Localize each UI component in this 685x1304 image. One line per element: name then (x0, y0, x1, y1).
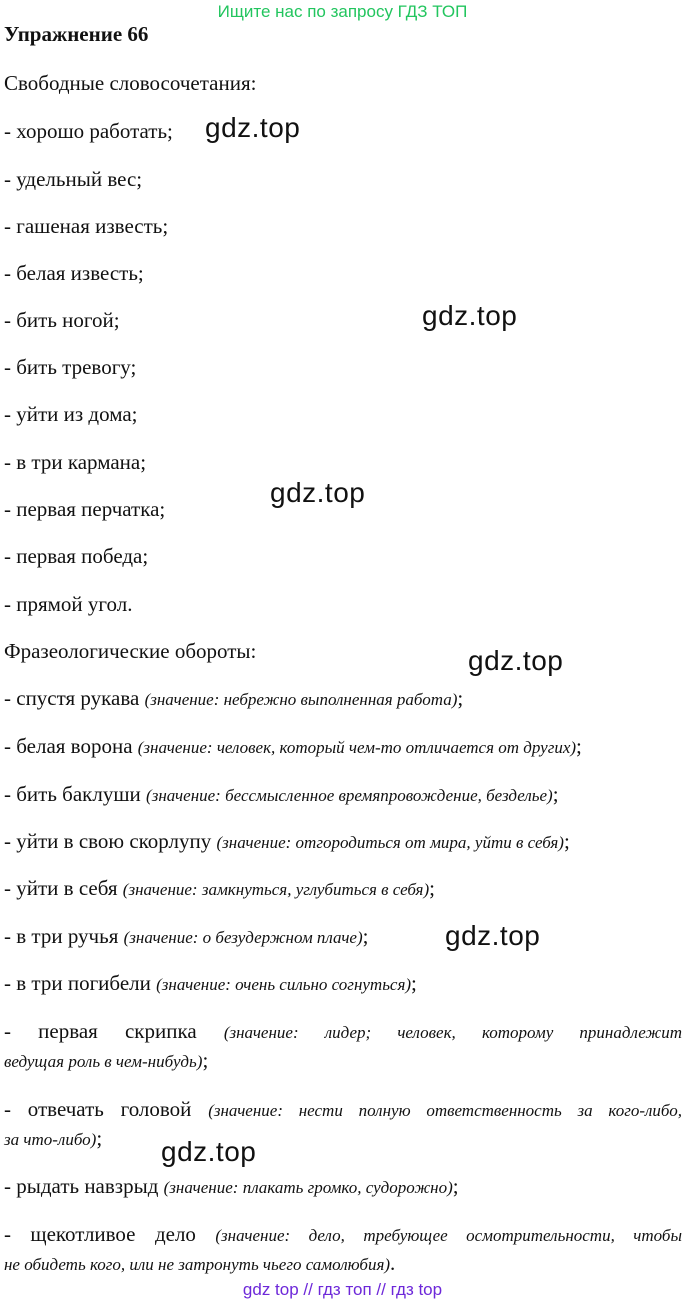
phrase-text: - первая скрипка (4, 1019, 224, 1043)
exercise-title: Упражнение 66 (4, 22, 149, 46)
phrase-end: ; (552, 782, 559, 806)
watermark: gdz.top (422, 300, 518, 331)
phrase-item (4, 1095, 682, 1125)
phrase-item-continuation (4, 1249, 395, 1279)
phrase-item (4, 1220, 682, 1250)
phraseological-heading: Фразеологические обороты: (4, 639, 257, 663)
phrase-meaning: (значение: нести полную ответственность за кого-либо, (208, 1101, 682, 1120)
phrase-item (4, 922, 368, 952)
phrase-end: ; (202, 1048, 209, 1072)
free-item: - первая победа; (4, 544, 149, 568)
phrase-item (4, 827, 570, 857)
phrase-item (4, 732, 582, 762)
phrase-meaning: (значение: очень сильно согнуться) (156, 975, 412, 994)
phrase-meaning: (значение: небрежно выполненная работа) (144, 690, 458, 709)
phrase-text: - щекотливое дело (4, 1222, 216, 1246)
phrase-end: ; (563, 829, 570, 853)
phrase-text: - в три погибели (4, 971, 157, 995)
phrase-text: - рыдать навзрыд (4, 1174, 164, 1198)
phrase-meaning: (значение: о безудержном плаче) (123, 928, 363, 947)
free-item: - бить ногой; (4, 308, 120, 332)
phrase-text: - белая ворона (4, 734, 138, 758)
phrase-item (4, 1017, 682, 1047)
free-item: - в три кармана; (4, 450, 147, 474)
watermark: gdz.top (161, 1136, 257, 1167)
free-item: - первая перчатка; (4, 497, 166, 521)
free-item: - белая известь; (4, 261, 144, 285)
watermark: gdz.top (468, 645, 564, 676)
phrase-meaning: (значение: человек, который чем-то отличается от других) (137, 738, 577, 757)
phrase-item (4, 1172, 459, 1202)
phrase-item (4, 780, 559, 810)
free-item: - удельный вес; (4, 167, 143, 191)
watermark: gdz.top (445, 920, 541, 951)
phrase-item (4, 684, 463, 714)
phrase-end: ; (576, 734, 582, 758)
free-item: - прямой угол. (4, 592, 133, 616)
phrase-item (4, 969, 417, 999)
phrase-text: - уйти в свою скорлупу (4, 829, 217, 853)
phrase-item-continuation (4, 1046, 208, 1076)
phrase-end: ; (452, 1174, 459, 1198)
phrase-meaning: (значение: плакать громко, судорожно) (163, 1178, 453, 1197)
free-item: - уйти из дома; (4, 402, 138, 426)
phrase-text: - спустя рукава (4, 686, 145, 710)
phrase-meaning: (значение: лидер; человек, которому принадлежит (223, 1023, 682, 1042)
phrase-item (4, 874, 435, 904)
phrase-text: - отвечать головой (4, 1097, 209, 1121)
phrase-end: . (390, 1251, 396, 1275)
free-combinations-heading: Свободные словосочетания: (4, 71, 257, 95)
phrase-meaning: ведущая роль в чем-нибудь) (4, 1052, 203, 1071)
phrase-text: - в три ручья (4, 924, 124, 948)
phrase-meaning: (значение: замкнуться, углубиться в себя) (122, 880, 430, 899)
phrase-meaning: (значение: дело, требующее осмотрительности, чтобы (215, 1226, 682, 1245)
top-banner: Ищите нас по запросу ГДЗ ТОП (217, 2, 468, 21)
free-item: - гашеная известь; (4, 214, 169, 238)
watermark: gdz.top (270, 477, 366, 508)
watermark: gdz.top (205, 112, 301, 143)
phrase-meaning: (значение: бессмысленное времяпровождение, безделье) (146, 786, 553, 805)
phrase-end: ; (96, 1126, 103, 1150)
phrase-end: ; (457, 686, 464, 710)
phrase-end: ; (429, 876, 435, 900)
free-item: - хорошо работать; (4, 119, 173, 143)
phrase-end: ; (362, 924, 369, 948)
phrase-meaning: за что-либо) (4, 1130, 97, 1149)
phrase-end: ; (411, 971, 417, 995)
footer-links: gdz top // гдз топ // гдз top (242, 1280, 443, 1299)
phrase-meaning: (значение: отгородиться от мира, уйти в себя) (216, 833, 564, 852)
phrase-meaning: не обидеть кого, или не затронуть чьего самолюбия) (4, 1255, 391, 1274)
free-item: - бить тревогу; (4, 355, 137, 379)
phrase-item-continuation (4, 1124, 102, 1154)
phrase-text: - бить баклуши (4, 782, 147, 806)
phrase-text: - уйти в себя (4, 876, 123, 900)
